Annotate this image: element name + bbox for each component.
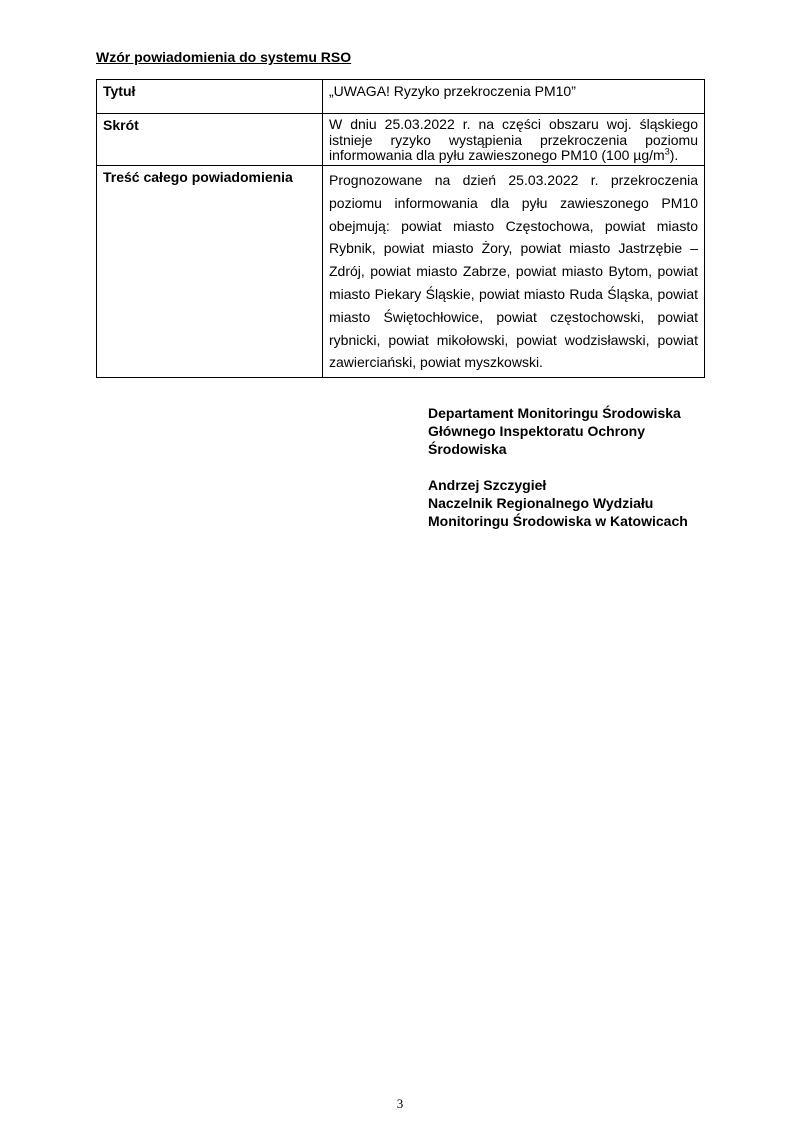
department-line: Środowiska: [428, 441, 507, 457]
table-row: [97, 114, 705, 166]
body-value: Prognozowane na dzień 25.03.2022 r. przekroczenia poziomu informowania dla pyłu zawieszonego PM10 obejmują: powiat miasto Częstochowa, powiat miasto Rybnik, powiat miasto Żory, powiat miasto Jastrzębie – Zdrój, powiat miasto Zabrze, powiat miasto Bytom, powiat miasto Piekary Śląskie, powiat miasto Ruda Śląska, powiat miasto Świętochłowice, powiat częstochowski, powiat rybnicki, powiat mikołowski, powiat wodzisławski, powiat zawierciański, powiat myszkowski.: [323, 166, 705, 378]
department-line: Departament Monitoringu Środowiska: [428, 405, 681, 421]
superscript-exponent: 3: [664, 146, 670, 157]
short-value-text: W dniu 25.03.2022 r. na części obszaru woj. śląskiego istnieje ryzyko wystąpienia przekroczenia poziomu informowania dla pyłu zawieszonego PM10 (100 µg/m: [329, 116, 698, 163]
title-value: „UWAGA! Ryzyko przekroczenia PM10”: [323, 80, 705, 114]
signature-block: [428, 404, 688, 530]
signatory-name: Andrzej Szczygieł: [428, 477, 547, 493]
title-label: Tytuł: [97, 80, 323, 114]
spacer: [428, 458, 688, 476]
table-row: [97, 166, 705, 378]
department-line: Głównego Inspektoratu Ochrony: [428, 423, 646, 439]
short-label: Skrót: [97, 114, 323, 166]
position-line: Naczelnik Regionalnego Wydziału: [428, 495, 654, 511]
document-heading: Wzór powiadomienia do systemu RSO: [96, 49, 352, 65]
position-line: Monitoringu Środowiska w Katowicach: [428, 513, 688, 529]
notification-table: [96, 79, 705, 378]
table-row: [97, 80, 705, 114]
short-value-end: ).: [669, 147, 679, 163]
short-value: [323, 114, 705, 166]
page-number: 3: [396, 1096, 404, 1111]
body-label: Treść całego powiadomienia: [97, 166, 323, 378]
